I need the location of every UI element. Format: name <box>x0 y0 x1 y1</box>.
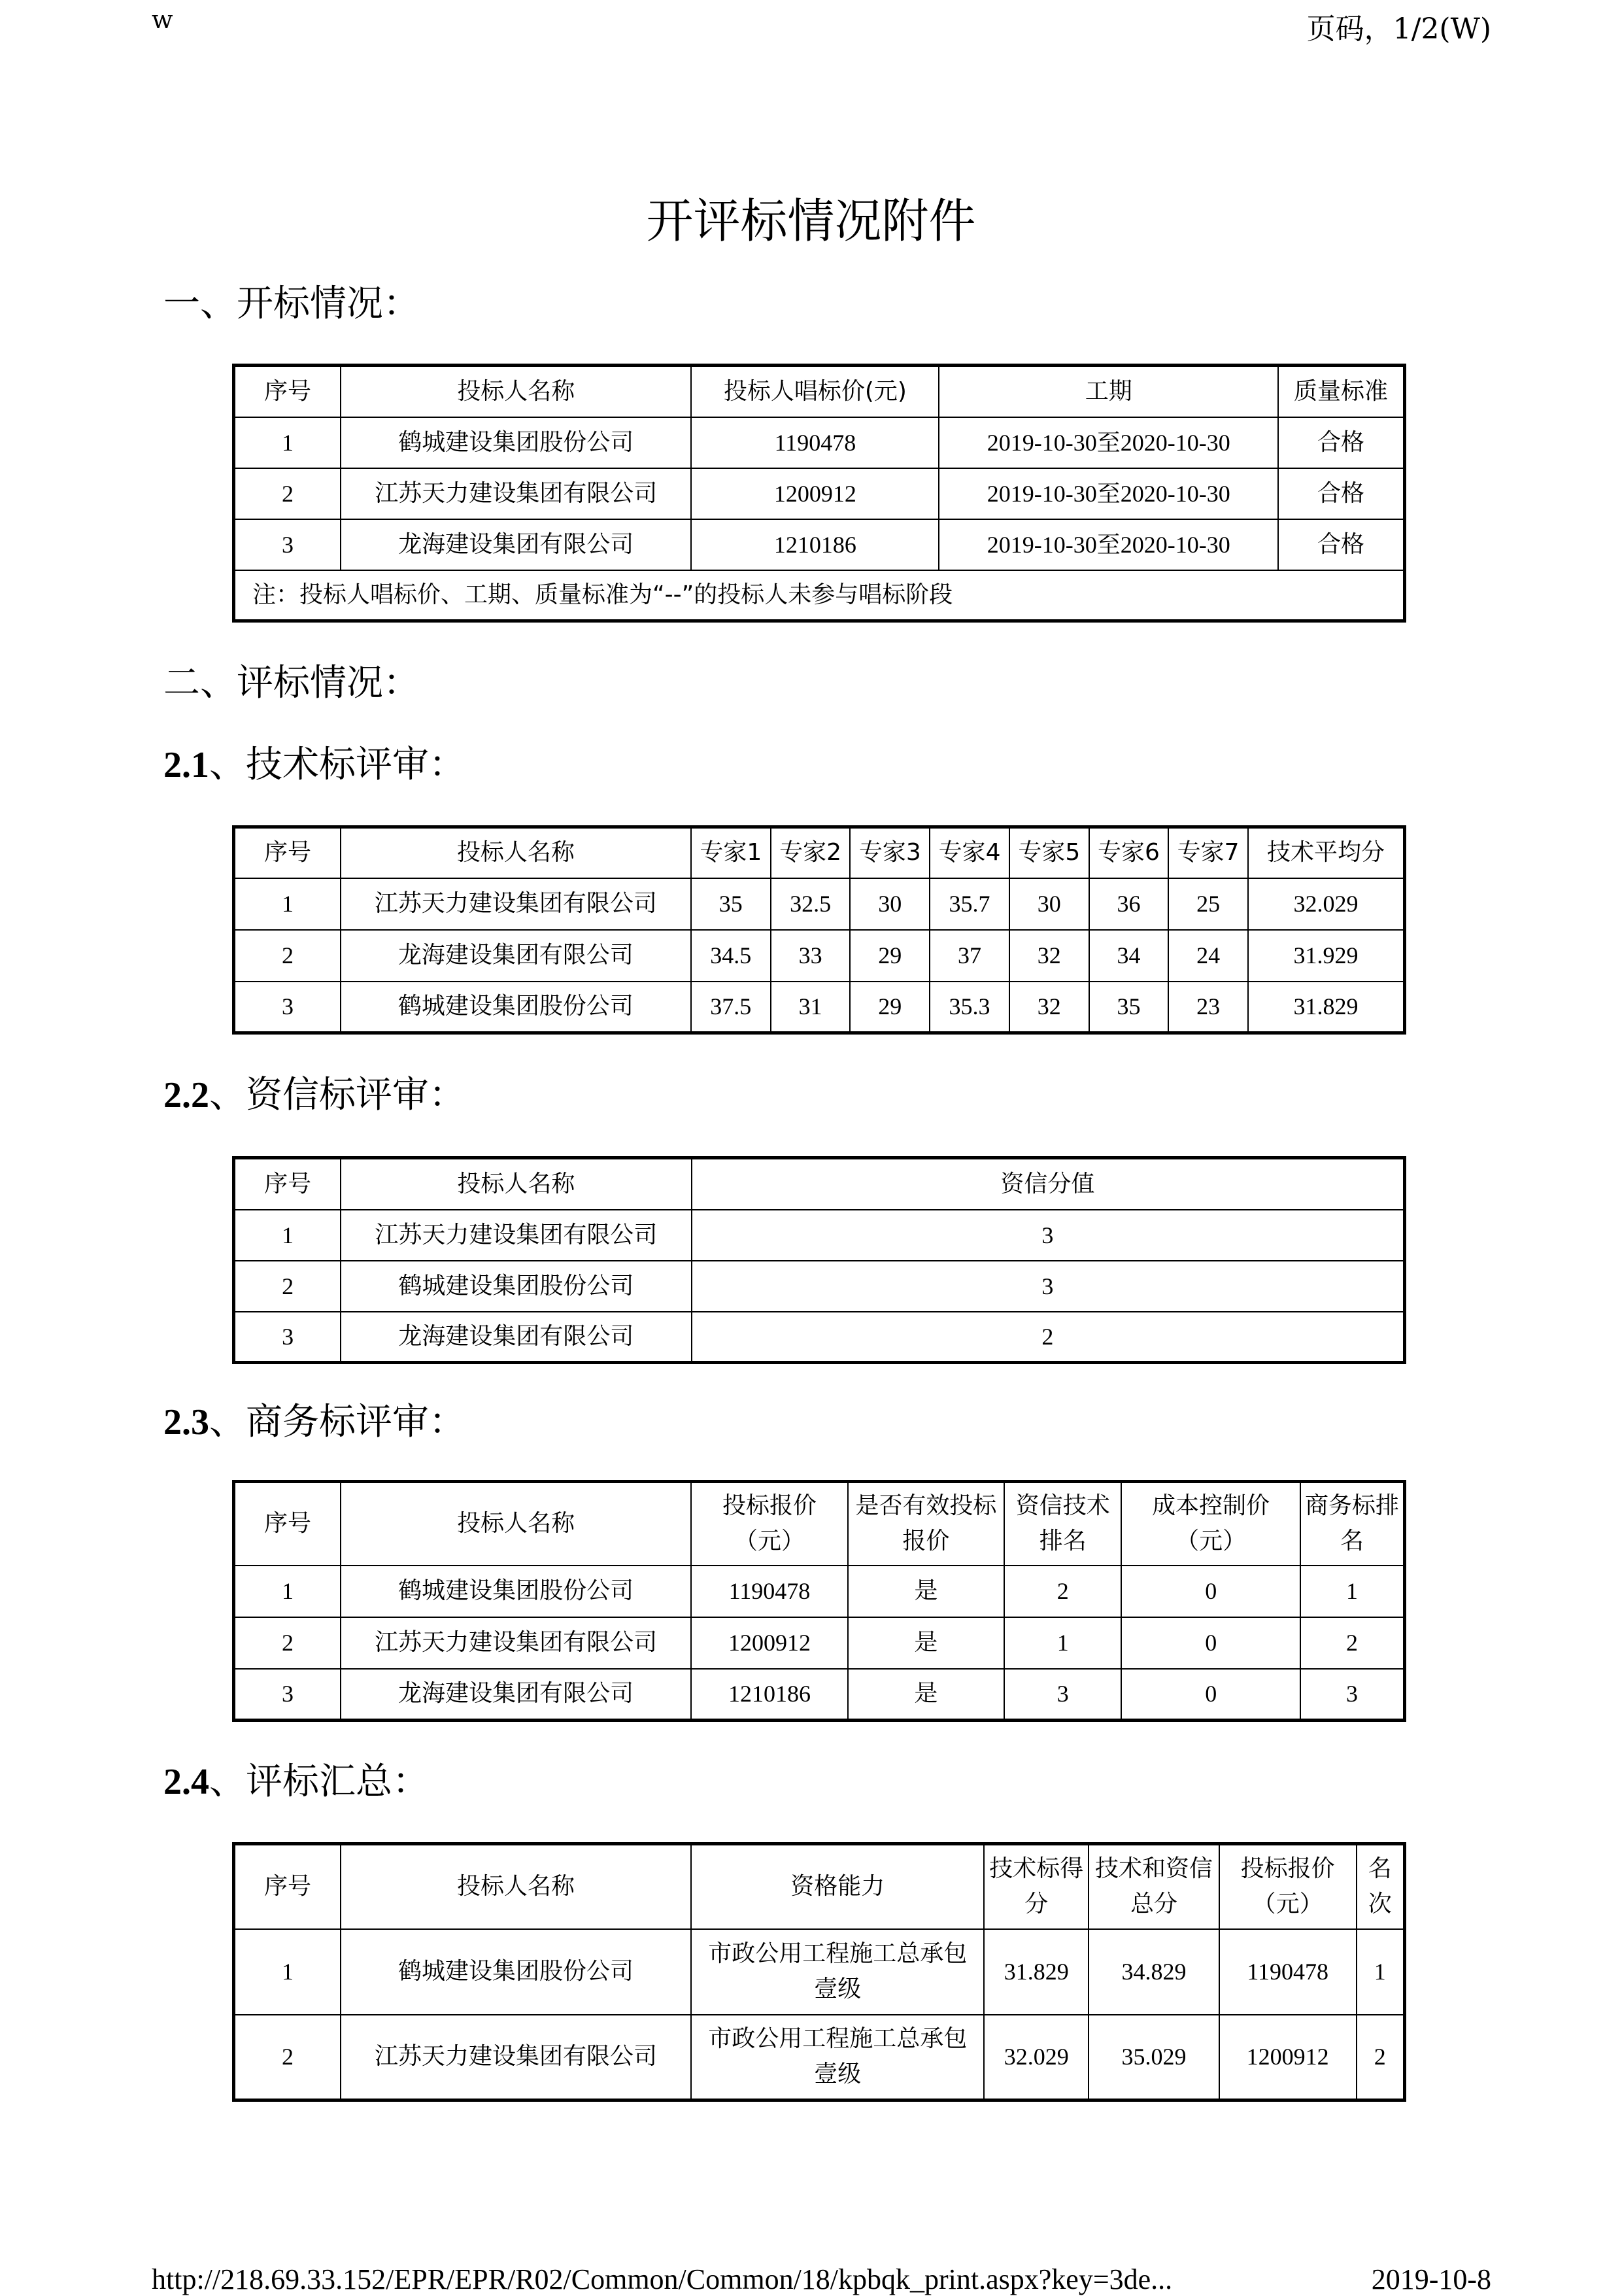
header-left-mark: w <box>152 5 173 34</box>
column-header: 专家5 <box>1009 827 1089 878</box>
cell: 2019-10-30至2020-10-30 <box>939 519 1277 570</box>
cell: 29 <box>850 930 930 982</box>
column-header <box>691 1482 848 1566</box>
column-header: 序号 <box>234 366 341 417</box>
cell: 2 <box>234 1261 341 1312</box>
section-number: 2.3 <box>163 1402 209 1443</box>
opening-table <box>232 364 1406 623</box>
cell: 1 <box>1300 1566 1405 1617</box>
table-row <box>234 1929 1405 2015</box>
column-header: 投标人名称 <box>341 827 691 878</box>
cell: 35.7 <box>930 878 1009 930</box>
cell: 1200912 <box>1219 2015 1357 2100</box>
header-line: 投标人名称 <box>457 1510 575 1537</box>
cell: 31.829 <box>1248 982 1405 1033</box>
section-title: 、技术标评审： <box>209 744 465 786</box>
cell: 32.029 <box>1248 878 1405 930</box>
header-line: 资信技术 <box>1015 1492 1110 1520</box>
cell-line: 壹级 <box>814 1976 862 2002</box>
cell: 3 <box>692 1210 1405 1261</box>
business-review-heading <box>163 1393 465 1445</box>
header-line: （元） <box>1252 1891 1323 1918</box>
page-title: 开评标情况附件 <box>646 194 976 248</box>
cell: 1200912 <box>691 468 939 519</box>
footer-date: 2019-10-8 <box>1371 2263 1491 2295</box>
header-line: 投标报价 <box>722 1492 817 1520</box>
column-header <box>234 1482 341 1566</box>
cell: 29 <box>850 982 930 1033</box>
cell: 30 <box>850 878 930 930</box>
column-header: 投标人名称 <box>341 366 691 417</box>
column-header: 工期 <box>939 366 1277 417</box>
cell: 鹤城建设集团股份公司 <box>341 1261 692 1312</box>
cell: 33 <box>771 930 851 982</box>
cell: 1 <box>1004 1617 1121 1669</box>
cell: 37.5 <box>691 982 771 1033</box>
column-header: 专家4 <box>930 827 1009 878</box>
table-row <box>234 1669 1405 1721</box>
cell: 2 <box>234 468 341 519</box>
cell-line: 壹级 <box>814 2061 862 2088</box>
column-header <box>234 1844 341 1929</box>
cell: 2 <box>234 2015 341 2100</box>
cell: 0 <box>1121 1566 1300 1617</box>
cell: 32 <box>1009 930 1089 982</box>
table-header-row <box>234 1844 1405 1929</box>
column-header <box>691 1844 984 1929</box>
cell: 35.029 <box>1089 2015 1219 2100</box>
cell <box>691 2015 984 2100</box>
column-header <box>341 1482 691 1566</box>
section-title: 、评标汇总： <box>209 1760 429 1803</box>
cell: 龙海建设集团有限公司 <box>341 1669 691 1721</box>
cell <box>691 1929 984 2015</box>
table-row <box>234 1566 1405 1617</box>
cell: 1210186 <box>691 519 939 570</box>
header-line: 分 <box>1024 1891 1049 1918</box>
cell: 34.829 <box>1089 1929 1219 2015</box>
cell: 1210186 <box>691 1669 848 1721</box>
cell: 2 <box>1357 2015 1405 2100</box>
cell: 是 <box>848 1617 1004 1669</box>
cell: 鹤城建设集团股份公司 <box>341 1929 691 2015</box>
header-line: 成本控制价 <box>1152 1492 1270 1520</box>
cell: 1 <box>234 1566 341 1617</box>
column-header <box>1300 1482 1405 1566</box>
header-line: （元） <box>1175 1528 1247 1555</box>
cell: 鹤城建设集团股份公司 <box>341 417 691 468</box>
table-header-row <box>234 1158 1405 1210</box>
cell: 3 <box>234 519 341 570</box>
column-header: 资信分值 <box>692 1158 1405 1210</box>
table-header-row <box>234 827 1405 878</box>
header-line: 投标报价 <box>1240 1855 1335 1883</box>
cell: 1 <box>234 417 341 468</box>
cell: 2 <box>1300 1617 1405 1669</box>
table-row <box>234 519 1405 570</box>
cell: 25 <box>1168 878 1248 930</box>
column-header: 序号 <box>234 1158 341 1210</box>
column-header <box>1219 1844 1357 1929</box>
section-title: 、商务标评审： <box>209 1401 465 1443</box>
cell: 鹤城建设集团股份公司 <box>341 1566 691 1617</box>
cell: 1 <box>1357 1929 1405 2015</box>
header-line: （元） <box>734 1528 805 1555</box>
header-line: 技术标得 <box>989 1855 1084 1883</box>
column-header: 专家1 <box>691 827 771 878</box>
cell: 36 <box>1089 878 1169 930</box>
cell: 1190478 <box>691 417 939 468</box>
cell: 鹤城建设集团股份公司 <box>341 982 691 1033</box>
column-header: 投标人名称 <box>341 1158 692 1210</box>
cell: 1 <box>234 1929 341 2015</box>
column-header: 专家6 <box>1089 827 1169 878</box>
cell: 龙海建设集团有限公司 <box>341 519 691 570</box>
section1-heading: 一、开标情况： <box>163 283 420 325</box>
cell: 31.829 <box>984 1929 1089 2015</box>
header-line: 次 <box>1368 1891 1392 1918</box>
column-header <box>984 1844 1089 1929</box>
section2-heading: 二、评标情况： <box>163 662 420 704</box>
column-header <box>341 1844 691 1929</box>
cell: 3 <box>1300 1669 1405 1721</box>
cell: 2 <box>234 1617 341 1669</box>
tech-review-heading <box>163 736 465 788</box>
cell: 30 <box>1009 878 1089 930</box>
credit-review-table <box>232 1156 1406 1364</box>
cell: 34 <box>1089 930 1169 982</box>
cell: 3 <box>692 1261 1405 1312</box>
table-row <box>234 1261 1405 1312</box>
header-line: 投标人名称 <box>457 1873 575 1900</box>
column-header <box>1357 1844 1405 1929</box>
cell: 0 <box>1121 1617 1300 1669</box>
column-header: 专家7 <box>1168 827 1248 878</box>
cell: 江苏天力建设集团有限公司 <box>341 1617 691 1669</box>
cell: 0 <box>1121 1669 1300 1721</box>
section-number: 2.1 <box>163 745 209 785</box>
table-header-row <box>234 1482 1405 1566</box>
cell: 合格 <box>1278 519 1405 570</box>
header-line: 资格能力 <box>790 1873 885 1900</box>
cell: 35 <box>1089 982 1169 1033</box>
table-row <box>234 2015 1405 2100</box>
table-row <box>234 1210 1405 1261</box>
cell: 合格 <box>1278 468 1405 519</box>
header-line: 名 <box>1368 1855 1392 1883</box>
cell: 3 <box>234 1312 341 1363</box>
cell: 是 <box>848 1669 1004 1721</box>
header-line: 名 <box>1340 1528 1364 1555</box>
cell: 2 <box>1004 1566 1121 1617</box>
table-row <box>234 468 1405 519</box>
column-header: 序号 <box>234 827 341 878</box>
cell: 31 <box>771 982 851 1033</box>
header-line: 总分 <box>1130 1891 1178 1918</box>
cell-line: 市政公用工程施工总承包 <box>708 1940 968 1967</box>
table-row <box>234 1617 1405 1669</box>
cell: 2019-10-30至2020-10-30 <box>939 468 1277 519</box>
cell: 是 <box>848 1566 1004 1617</box>
column-header: 技术平均分 <box>1248 827 1405 878</box>
summary-table <box>232 1842 1406 2102</box>
header-line: 序号 <box>264 1873 312 1900</box>
column-header: 质量标准 <box>1278 366 1405 417</box>
header-line: 商务标排 <box>1304 1492 1399 1520</box>
cell: 江苏天力建设集团有限公司 <box>341 468 691 519</box>
cell: 1200912 <box>691 1617 848 1669</box>
cell: 32 <box>1009 982 1089 1033</box>
cell: 江苏天力建设集团有限公司 <box>341 2015 691 2100</box>
cell: 31.929 <box>1248 930 1405 982</box>
cell: 1 <box>234 1210 341 1261</box>
column-header <box>1004 1482 1121 1566</box>
header-line: 是否有效投标 <box>855 1492 997 1520</box>
cell: 3 <box>234 982 341 1033</box>
table-row <box>234 982 1405 1033</box>
header-line: 报价 <box>902 1528 950 1555</box>
cell: 3 <box>1004 1669 1121 1721</box>
cell: 34.5 <box>691 930 771 982</box>
section-number: 2.4 <box>163 1762 209 1802</box>
table-row <box>234 878 1405 930</box>
cell: 合格 <box>1278 417 1405 468</box>
cell: 2 <box>234 930 341 982</box>
cell: 2 <box>692 1312 1405 1363</box>
column-header <box>1089 1844 1219 1929</box>
credit-review-heading <box>163 1066 465 1118</box>
cell: 23 <box>1168 982 1248 1033</box>
table-note: 注：投标人唱标价、工期、质量标准为“--”的投标人未参与唱标阶段 <box>234 570 1405 621</box>
cell-line: 市政公用工程施工总承包 <box>708 2025 968 2053</box>
table-row <box>234 1312 1405 1363</box>
footer-url: http://218.69.33.152/EPR/EPR/R02/Common/Common/18/kpbqk_print.aspx?key=3de... <box>152 2263 1173 2295</box>
column-header <box>1121 1482 1300 1566</box>
cell: 2019-10-30至2020-10-30 <box>939 417 1277 468</box>
cell: 1190478 <box>1219 1929 1357 2015</box>
cell: 32.029 <box>984 2015 1089 2100</box>
cell: 32.5 <box>771 878 851 930</box>
business-review-table <box>232 1480 1406 1722</box>
table-row <box>234 417 1405 468</box>
cell: 1 <box>234 878 341 930</box>
cell: 龙海建设集团有限公司 <box>341 930 691 982</box>
cell: 3 <box>234 1669 341 1721</box>
cell: 37 <box>930 930 1009 982</box>
page-number: 页码，1/2(W) <box>1306 12 1491 46</box>
table-note-row <box>234 570 1405 621</box>
table-header-row <box>234 366 1405 417</box>
cell: 35 <box>691 878 771 930</box>
cell: 江苏天力建设集团有限公司 <box>341 878 691 930</box>
column-header: 专家3 <box>850 827 930 878</box>
cell: 江苏天力建设集团有限公司 <box>341 1210 692 1261</box>
section-number: 2.2 <box>163 1075 209 1116</box>
cell: 1190478 <box>691 1566 848 1617</box>
column-header <box>848 1482 1004 1566</box>
cell: 龙海建设集团有限公司 <box>341 1312 692 1363</box>
table-row <box>234 930 1405 982</box>
cell: 35.3 <box>930 982 1009 1033</box>
section-title: 、资信标评审： <box>209 1074 465 1116</box>
header-line: 排名 <box>1039 1528 1087 1555</box>
header-line: 技术和资信 <box>1095 1855 1213 1883</box>
summary-heading <box>163 1753 429 1805</box>
tech-review-table <box>232 825 1406 1035</box>
column-header: 投标人唱标价(元) <box>691 366 939 417</box>
column-header: 专家2 <box>771 827 851 878</box>
header-line: 序号 <box>264 1510 312 1537</box>
cell: 24 <box>1168 930 1248 982</box>
